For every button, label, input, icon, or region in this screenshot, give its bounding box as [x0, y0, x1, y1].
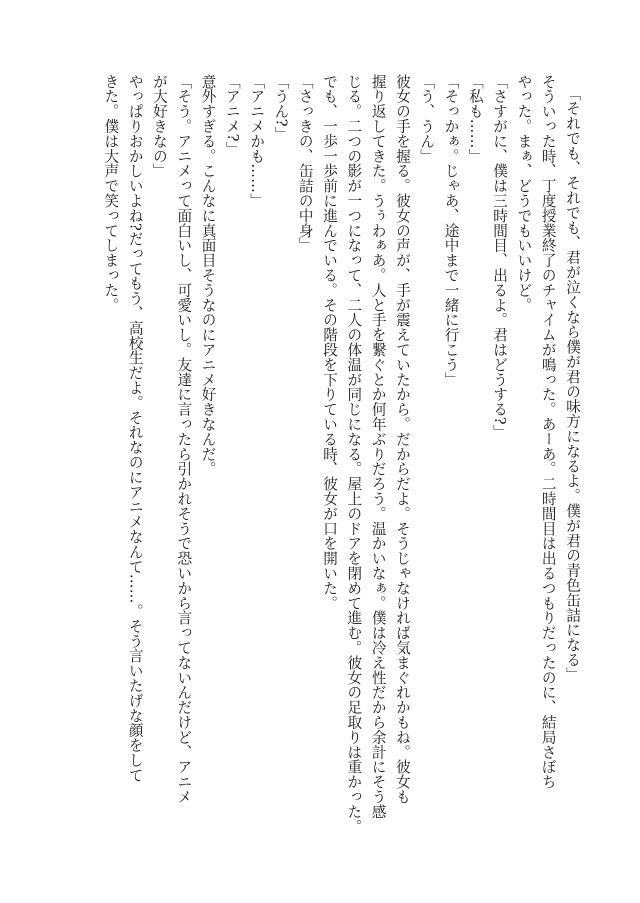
text-line: 「アニメ?」	[223, 74, 241, 157]
text-line: 意外すぎる。こんなに真面目そうなのにアニメ好きなんだ。	[199, 74, 217, 477]
text-line: 「さすがに、僕は三時間目、出るよ。君はどうする?」	[491, 74, 509, 440]
vertical-text-body	[98, 74, 584, 854]
text-line: きた。僕は大声で笑ってしまった。	[102, 74, 120, 313]
text-line: 「私も……」	[466, 74, 484, 164]
text-line: やっぱりおかしいよね?だってもう、高校生だよ。それなのにアニメなんて……。そう言いたげな顔をして	[126, 74, 144, 783]
text-line: 「う、うん」	[418, 74, 436, 164]
text-line: 「そっかぁ。じゃあ、途中まで一緒に行こう」	[442, 74, 460, 387]
text-line: でも、一歩一歩前に進んでいる。その階段を下りている時、彼女が口を開いた。	[321, 74, 339, 611]
text-line: 「それでも、それでも、君が泣くなら僕が君の味方になるよ。僕が君の青色缶詰になる」	[564, 86, 581, 682]
text-line: 「そう。アニメって面白いし、可愛いし。友達に言ったら引かれそうで恐いから言ってないんだけど、アニメ	[175, 74, 193, 805]
text-line: じる。二つの影が一つになって、二人の体温が同じになる。屋上のドアを閉めて進む。彼女の足取りは重かった。	[345, 74, 363, 834]
text-line: 「さっきの、缶詰の中身」	[296, 74, 314, 253]
text-line: 「アニメかも……」	[248, 74, 266, 209]
text-line: 彼女の手を握る。彼女の声が、手が震えていたから。だからだよ。そうじゃなければ気まぐれかもね。彼女も	[393, 74, 411, 805]
text-line: 「うん?」	[272, 74, 290, 142]
text-line: 握り返してきた。うぅわぁあ。人と手を繋ぐとか何年ぶりだろう。温かいなぁ。僕は冷え性だから余計にそう感	[369, 74, 387, 819]
text-line: が大好きなの」	[150, 74, 168, 179]
text-line: そういった時、丁度授業終了のチャイムが鳴った。あーあ。二時間目は出るつもりだったのに、結局さぼち	[539, 74, 557, 790]
text-line: やった。まぁ、どうでもいいけど。	[515, 74, 533, 313]
